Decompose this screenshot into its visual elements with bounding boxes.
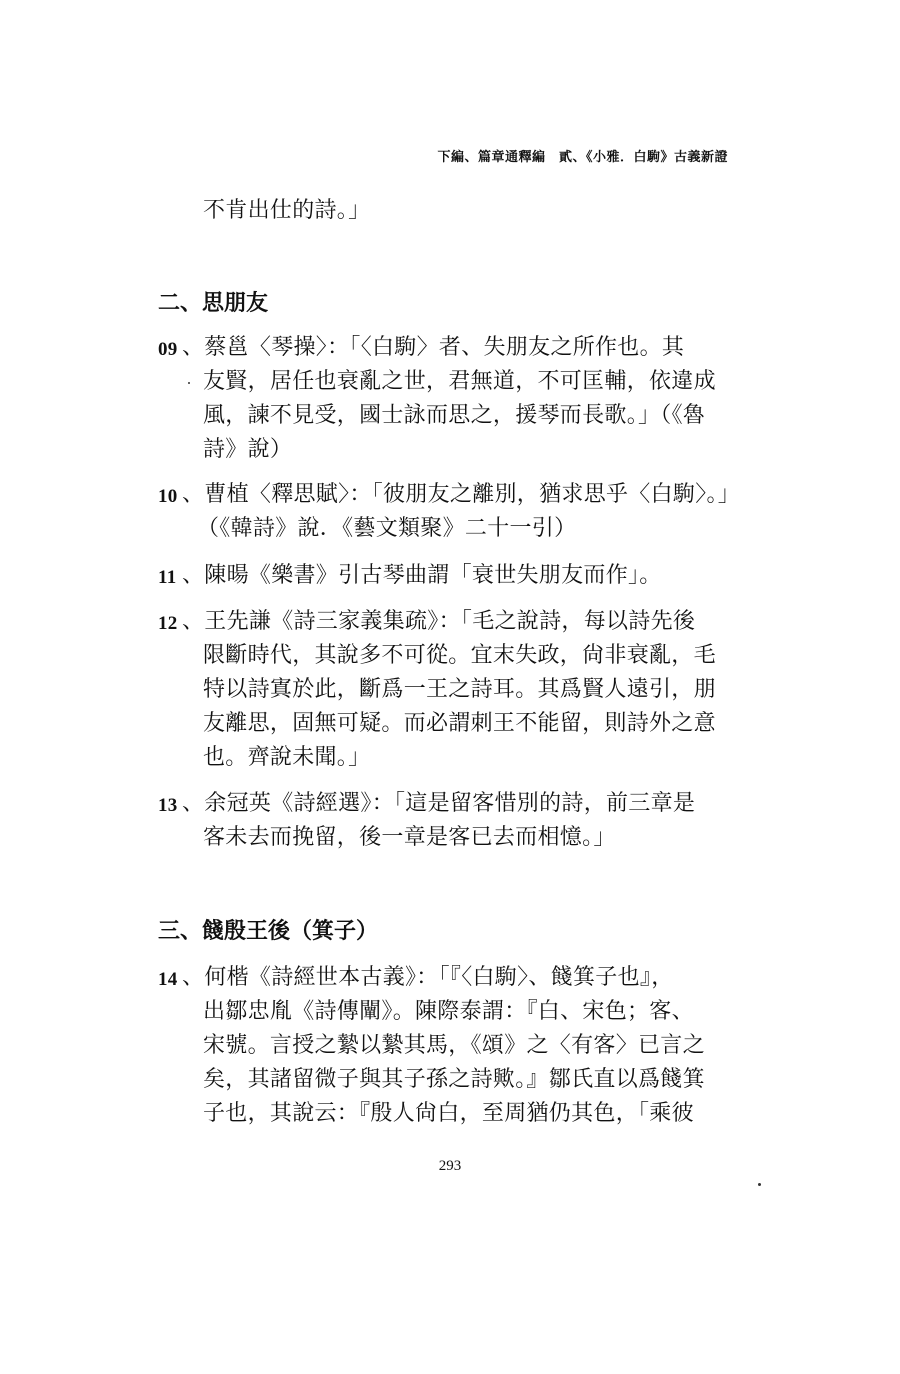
entry-line: 子也，其說云：『殷人尙白，至周猶仍其色，「乘彼 — [203, 1101, 694, 1126]
entry-line: 出鄒忠胤《詩傳闡》。陳際泰謂：『白、宋色；客、 — [203, 999, 694, 1024]
section-heading-friends: 二、思朋友 — [158, 290, 269, 316]
entry-line: 、王先謙《詩三家義集疏》：「毛之說詩，每以詩先後 — [182, 609, 696, 634]
entry-line: 、何楷《詩經世本古義》：「『〈白駒〉、餞箕子也』， — [182, 965, 674, 990]
entry-number: 10 — [158, 486, 178, 507]
section-heading-farewell: 三、餞殷王後（箕子） — [158, 918, 379, 944]
entry-line: 風，諫不見受，國士詠而思之，援琴而長歌。」（《魯 — [203, 403, 706, 428]
entry-line: 、蔡邕〈琴操〉：「〈白駒〉者、失朋友之所作也。其 — [182, 335, 685, 360]
entry-line: 限斷時代，其說多不可從。宜末失政，尙非衰亂，毛 — [203, 643, 716, 668]
entry-line: （《韓詩》說．《藝文類聚》二十一引） — [197, 516, 577, 541]
entry-line: 宋號。言授之縶以縶其馬，《頌》之〈有客〉已言之 — [203, 1033, 705, 1058]
entry-line: 友離思，固無可疑。而必謂刺王不能留，則詩外之意 — [203, 711, 716, 736]
scan-speck — [188, 382, 190, 384]
entry-line: 詩》說） — [203, 437, 293, 462]
continuation-line: 不肯出仕的詩。」 — [203, 198, 371, 223]
entry-number: 14 — [158, 969, 178, 990]
entry-number: 09 — [158, 339, 178, 360]
page-number: 293 — [438, 1158, 462, 1174]
entry-line: 特以詩寘於此，斷爲一王之詩耳。其爲賢人遠引，朋 — [203, 677, 716, 702]
entry-line: 也。齊說未聞。」 — [203, 745, 371, 770]
scan-speck — [758, 1183, 761, 1186]
entry-line: 矣，其諸留微子與其子孫之詩歟。』鄒氏直以爲餞箕 — [203, 1067, 705, 1092]
entry-line: 、余冠英《詩經選》：「這是留客惜別的詩，前三章是 — [182, 791, 696, 816]
running-header: 下編、篇章通釋編 貳、《小雅．白駒》古義新證 — [437, 150, 728, 165]
entry-line: 、曹植〈釋思賦〉：「彼朋友之離別，猶求思乎〈白駒〉。」 — [182, 482, 741, 507]
entry-number: 11 — [158, 567, 177, 588]
entry-line: 友賢，居任也衰亂之世，君無道，不可匡輔，依違成 — [203, 369, 716, 394]
entry-number: 12 — [158, 613, 178, 634]
entry-number: 13 — [158, 795, 178, 816]
entry-line: 、陳暘《樂書》引古琴曲謂「衰世失朋友而作」。 — [182, 563, 662, 588]
entry-line: 客未去而挽留，後一章是客已去而相憶。」 — [203, 825, 616, 850]
